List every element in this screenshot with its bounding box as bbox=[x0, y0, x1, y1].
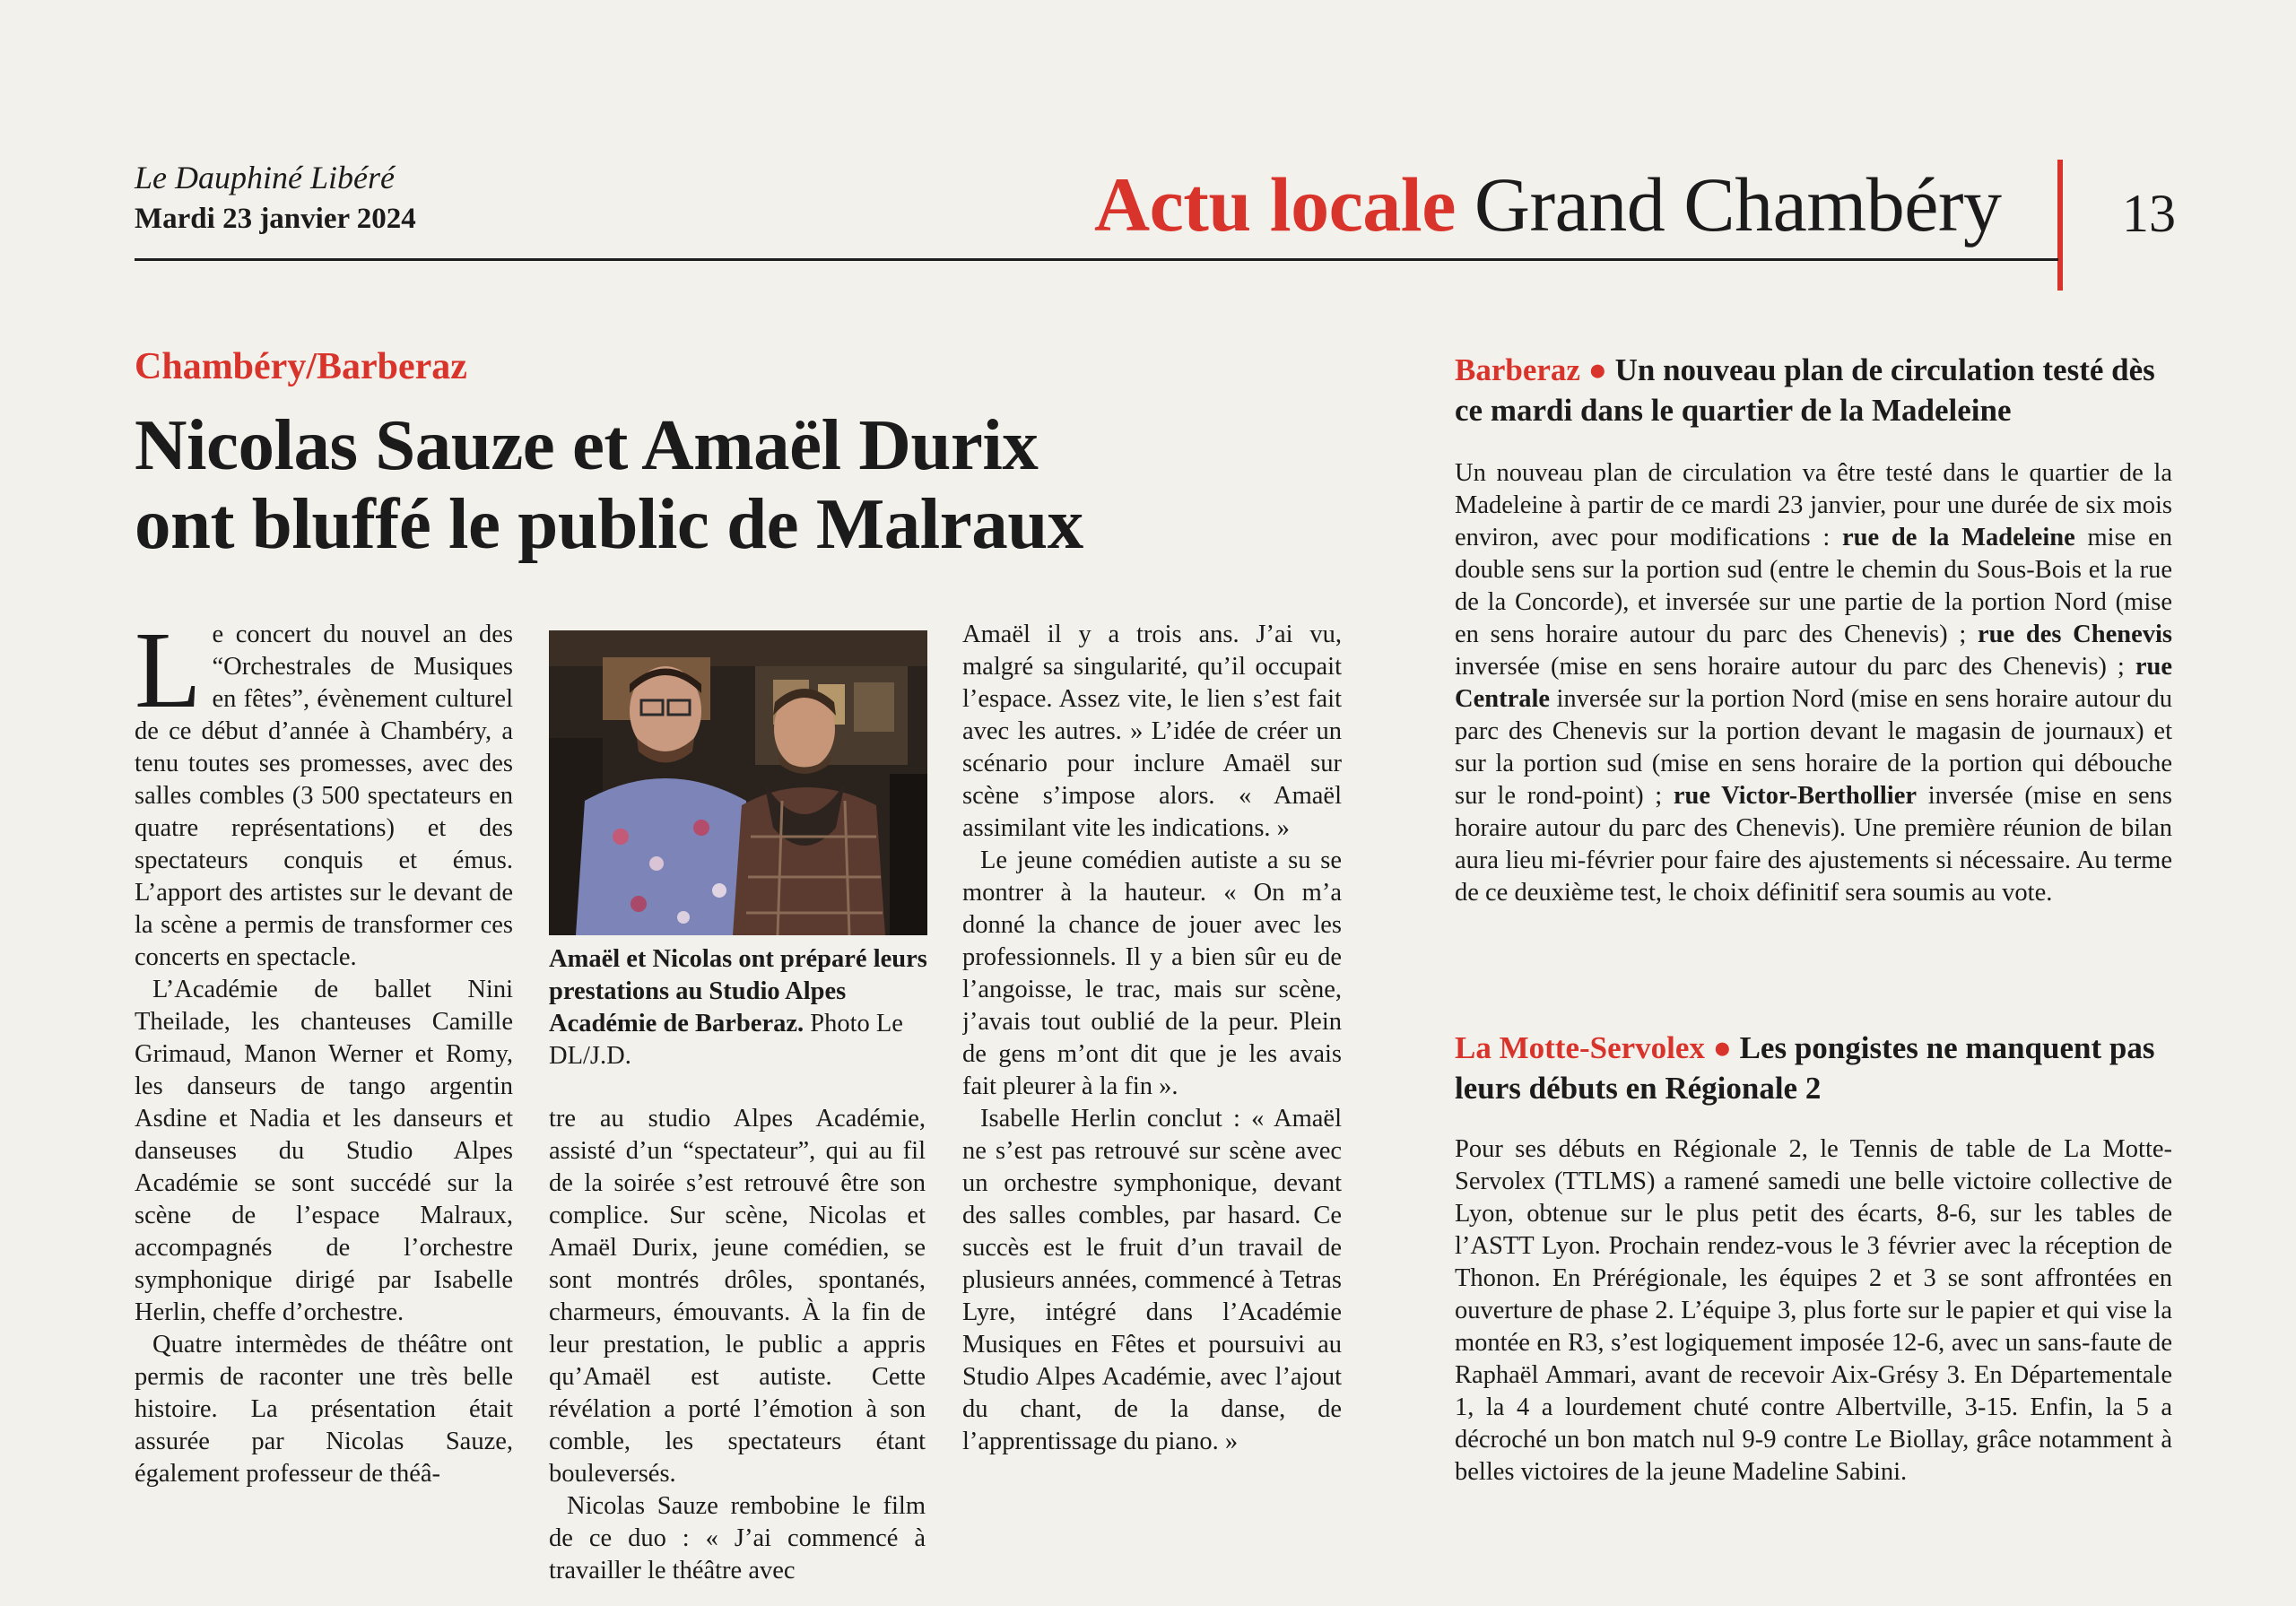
drop-cap: L bbox=[135, 619, 202, 731]
article-column-3 bbox=[962, 619, 1342, 1587]
paragraph: Nicolas Sauze rembobine le film de ce duo : « J’ai commencé à travailler le théâtre avec bbox=[549, 1492, 926, 1584]
paragraph: L’Académie de ballet Nini Theilade, les chanteuses Camille Grimaud, Manon Werner et Romy, les danseurs de tango argentin Asdine et Nadia et les danseurs et danseuses du Studio Alpes Académie se sont succédé sur la scène de l’espace Malraux, accompagnés de l’orchestre symphonique dirigé par Isabelle Herlin, cheffe d’orchestre. bbox=[135, 976, 513, 1326]
brief-2-body bbox=[1455, 1133, 2172, 1489]
photo-credit: Photo Le DL/J.D. bbox=[549, 1010, 903, 1070]
article-kicker: Chambéry/Barberaz bbox=[135, 346, 467, 387]
brief-1-location: Barberaz bbox=[1455, 352, 1580, 387]
headline-line-2: ont bluffé le public de Malraux bbox=[135, 483, 1083, 564]
brief-2-location: La Motte-Servolex bbox=[1455, 1030, 1705, 1065]
paragraph: Le concert du nouvel an des “Orchestrales de Musiques en fêtes”, évènement culturel de ce début d’année à Chambéry, a tenu toutes ses promesses, avec des salles combles (3 500 spectateurs en quatre représentations) et des spectateurs conquis et émus. L’apport des artistes sur le devant de la scène a permis de transformer ces concerts en spectacle. bbox=[135, 619, 513, 971]
brief-1-title bbox=[1455, 350, 2172, 430]
header-rule bbox=[135, 258, 2058, 261]
paragraph: Pour ses débuts en Régionale 2, le Tennis de table de La Motte-Servolex (TTLMS) a ramené samedi une belle victoire collective de Lyon, obtenue sur le plus petit des écarts, 8-6, sur les tables de l’ASTT Lyon. Prochain rendez-vous le 3 février avec la réception de Thonon. En Prérégionale, les équipes 2 et 3 se sont affrontées en ouverture de phase 2. L’équipe 3, plus forte sur le papier et qui vise la montée en R3, s’est logiquement imposée 12-6, avec un sans-faute de Raphaël Ammari, avant de recevoir Aix-Grésy 3. En Départementale 1, la 4 a lourdement chuté contre Albertville, 3-15. Enfin, la 5 a décroché un bon match nul 9-9 contre Le Biollay, grâce notamment à belles victoires de la jeune Madeline Sabini. bbox=[1455, 1135, 2172, 1486]
article-photo bbox=[549, 630, 927, 935]
brief-2-title bbox=[1455, 1028, 2172, 1108]
page-number: 13 bbox=[2122, 184, 2176, 243]
photo-caption bbox=[549, 943, 927, 1072]
issue-date: Mardi 23 janvier 2024 bbox=[135, 203, 416, 235]
caption-text: Amaël et Nicolas ont préparé leurs prestations au Studio Alpes Académie de Barberaz. bbox=[549, 945, 927, 1037]
section-divider-bar bbox=[2057, 160, 2063, 291]
photo-illustration bbox=[549, 630, 927, 935]
headline-line-1: Nicolas Sauze et Amaël Durix bbox=[135, 404, 1039, 485]
paragraph: Le jeune comédien autiste a su se montrer à la hauteur. « On m’a donné la chance de jouer avec les professionnels. Il y a bien sûr eu de l’angoisse, le trac, mais sur scène, j’avais tout oublié de la peur. Plein de gens m’ont dit que je les avais fait pleurer à la fin ». bbox=[962, 846, 1342, 1100]
article-column-1 bbox=[135, 619, 513, 1587]
brief-2-headline: Les pongistes ne manquent pas leurs débuts en Régionale 2 bbox=[1455, 1030, 2155, 1106]
paragraph: Quatre intermèdes de théâtre ont permis de raconter une très belle histoire. La présentation était assurée par Nicolas Sauze, également professeur de théâ- bbox=[135, 1331, 513, 1488]
article-column-2 bbox=[549, 1103, 926, 1587]
newspaper-name: Le Dauphiné Libéré bbox=[135, 160, 395, 195]
section-title-black: Grand Chambéry bbox=[1474, 161, 2002, 247]
section-title-red: Actu locale bbox=[1094, 161, 1456, 247]
bullet-icon: ● bbox=[1587, 352, 1607, 387]
paragraph: Isabelle Herlin conclut : « Amaël ne s’est pas retrouvé sur scène avec un orchestre symphonique, devant des salles combles, par hasard. Ce succès est le fruit d’un travail de plusieurs années, commencé à Tetras Lyre, intégré dans l’Académie Musiques en Fêtes et poursuivi au Studio Alpes Académie, avec l’ajout du chant, de la danse, de l’apprentissage du piano. » bbox=[962, 1105, 1342, 1455]
article-headline bbox=[135, 405, 1292, 563]
paragraph: tre au studio Alpes Académie, assisté d’un “spectateur”, qui au fil de la soirée s’est retrouvé être son complice. Sur scène, Nicolas et Amaël Durix, jeune comédien, se sont montrés drôles, spontanés, charmeurs, émouvants. À la fin de leur prestation, le public a appris qu’Amaël est autiste. Cette révélation a porté l’émotion à son comble, les spectateurs étant bouleversés. bbox=[549, 1105, 926, 1488]
brief-1-body: Un nouveau plan de circulation va être testé dans le quartier de la Madeleine à partir de ce mardi 23 janvier, pour une durée de six mois environ, avec pour modifications : rue de la Madeleine mise en double sens sur la portion sud (entre le chemin du Sous-Bois et la rue de la Concorde), et inversée sur une partie de la portion Nord (mise en sens horaire autour du parc des Chenevis) ; rue des Chenevis inversée (mise en sens horaire autour du parc des Chenevis) ; rue Centrale inversée sur la portion Nord (mise en sens horaire autour du parc des Chenevis sur la portion devant le magasin de journaux) et sur la portion sud (mise en sens horaire de la portion qui débouche sur le rond-point) ; rue Victor-Berthollier inversée (mise en sens horaire autour du parc des Chenevis). Une première réunion de bilan aura lieu mi-février pour faire des ajustements si nécessaire. Au terme de ce deuxième test, le choix définitif sera soumis au vote. bbox=[1455, 459, 2172, 907]
paragraph: Amaël il y a trois ans. J’ai vu, malgré sa singularité, qu’il occupait l’espace. Assez vite, le lien s’est fait avec les autres. » L’idée de créer un scénario pour inclure Amaël sur scène s’impose alors. « Amaël assimilant vite les indications. » bbox=[962, 621, 1342, 842]
section-title bbox=[1094, 161, 2002, 247]
bullet-icon: ● bbox=[1712, 1030, 1732, 1065]
brief-1-headline: Un nouveau plan de circulation testé dès ce mardi dans le quartier de la Madeleine bbox=[1455, 352, 2155, 428]
